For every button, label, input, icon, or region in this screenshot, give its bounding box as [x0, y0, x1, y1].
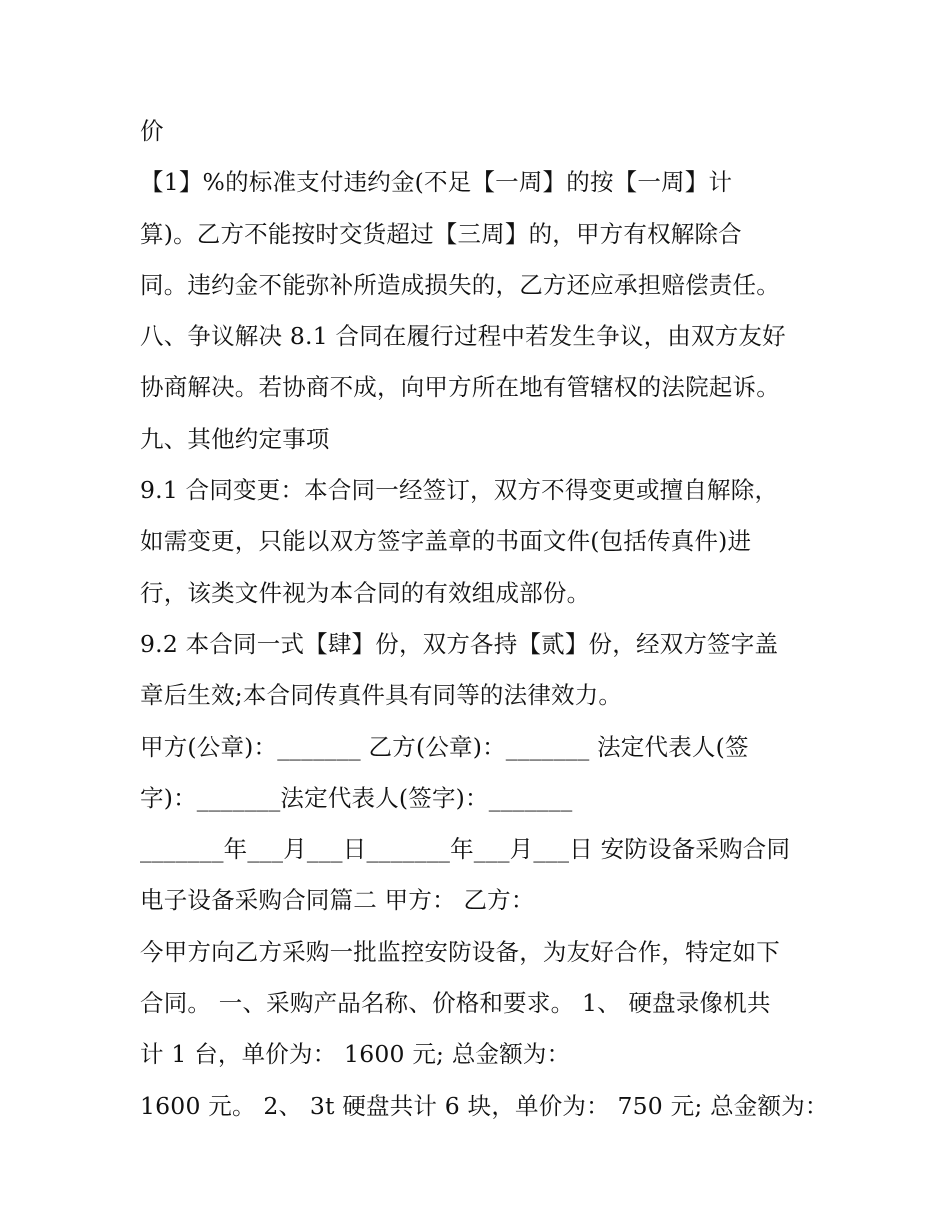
- text-line: 算)。乙方不能按时交货超过【三周】的，甲方有权解除合: [140, 219, 742, 248]
- text-line: 章后生效;本合同传真件具有同等的法律效力。: [140, 681, 623, 710]
- text-line: 协商解决。若协商不成，向甲方所在地有管辖权的法院起诉。: [140, 373, 780, 402]
- text-line: 电子设备采购合同篇二 甲方： 乙方：: [140, 886, 535, 915]
- text-line: 合同。 一、采购产品名称、价格和要求。 1、 硬盘录像机共: [140, 989, 771, 1018]
- document-body: [140, 106, 829, 1132]
- text-line: 如需变更，只能以双方签字盖章的书面文件(包括传真件)进: [140, 527, 752, 556]
- date-line: _______年___月___日_______年___月___日 安防设备采购合同: [140, 835, 791, 864]
- text-line: 1600 元。 2、 3t 硬盘共计 6 块，单价为： 750 元; 总金额为：: [140, 1091, 829, 1120]
- text-line: 八、争议解决 8.1 合同在履行过程中若发生争议，由双方友好: [140, 322, 786, 351]
- text-line: 行，该类文件视为本合同的有效组成部份。: [140, 578, 591, 607]
- signature-line: 甲方(公章)：_______ 乙方(公章)：_______ 法定代表人(签: [140, 732, 749, 761]
- text-line: 9.1 合同变更：本合同一经签订，双方不得变更或擅自解除，: [140, 476, 779, 505]
- text-line: 同。违约金不能弥补所造成损失的，乙方还应承担赔偿责任。: [140, 270, 780, 299]
- text-line: 【1】%的标准支付违约金(不足【一周】的按【一周】计: [140, 168, 733, 197]
- signature-line: 字)：_______法定代表人(签字)：_______: [140, 783, 573, 812]
- text-line: 计 1 台，单价为： 1600 元; 总金额为：: [140, 1040, 571, 1069]
- text-line: 今甲方向乙方采购一批监控安防设备，为友好合作，特定如下: [140, 937, 780, 966]
- section-heading: 九、其他约定事项: [140, 424, 330, 453]
- text-line: 9.2 本合同一式【肆】份，双方各持【贰】份，经双方签字盖: [140, 629, 779, 658]
- text-line: 价: [140, 117, 164, 145]
